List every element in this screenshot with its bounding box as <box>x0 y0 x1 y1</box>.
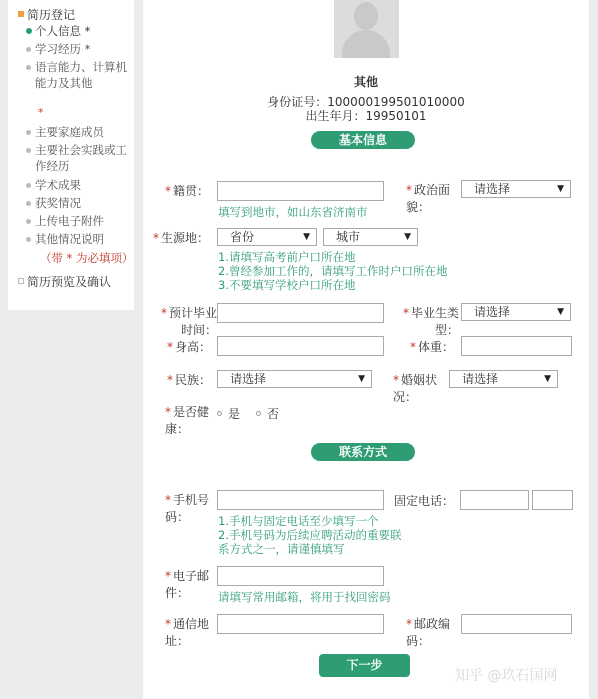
profile-id-number: 身份证号：100000199501010000 <box>267 95 465 109</box>
grad-time-label: * 预计毕业时间： <box>160 306 217 337</box>
mobile-input[interactable] <box>217 490 384 510</box>
healthy-label: * 是否健康： <box>165 405 210 436</box>
email-hint: 请填写常用邮箱，将用于找回密码 <box>218 590 391 604</box>
watermark-text: 知乎 @玖石国网 <box>455 668 558 684</box>
weight-label: * 体重： <box>410 340 455 354</box>
profile-name: 其他 <box>353 75 378 89</box>
sidebar-item-academic[interactable]: 学术成果 <box>26 177 136 193</box>
origin-hint-1: 1.请填写高考前户口所在地 <box>218 250 356 264</box>
sidebar-item-personal-info[interactable]: 个人信息 * <box>26 23 136 39</box>
political-select[interactable]: 请选择 ▼ <box>461 180 571 198</box>
sidebar-item-family[interactable]: 主要家庭成员 <box>26 124 136 140</box>
email-label: * 电子邮件： <box>165 569 210 600</box>
origin-label: * 生源地： <box>153 231 210 245</box>
grad-type-label: * 毕业生类型： <box>402 306 459 337</box>
origin-province-select[interactable]: 省份 ▼ <box>217 228 317 246</box>
bullet-dot-icon <box>26 183 31 188</box>
mobile-hint-1: 1.手机与固定电话至少填写一个 <box>218 514 379 528</box>
sidebar-item-social-practice[interactable]: 主要社会实践或工作经历 <box>26 142 138 174</box>
required-note: （带 * 为必填项） <box>40 251 134 265</box>
address-label: * 通信地址： <box>165 617 210 648</box>
bullet-dot-icon <box>26 148 31 153</box>
marital-select[interactable]: 请选择 ▼ <box>449 370 558 388</box>
sidebar-section-register[interactable]: 简历登记 <box>18 6 75 23</box>
sidebar-section-preview[interactable]: 简历预览及确认 <box>18 273 111 290</box>
bullet-dot-icon <box>26 237 31 242</box>
sidebar-item-education[interactable]: 学习经历 * <box>26 41 136 57</box>
phone-label: 固定电话： <box>394 494 455 508</box>
mobile-hint-2: 2.手机号码为后续应聘活动的重要联系方式之一，请谨慎填写 <box>218 528 402 556</box>
ethnic-select[interactable]: 请选择 ▼ <box>217 370 372 388</box>
ethnic-label: * 民族： <box>167 373 212 387</box>
healthy-no-radio[interactable]: 否 <box>256 405 279 422</box>
native-place-label: * 籍贯： <box>165 184 210 198</box>
chevron-down-icon: ▼ <box>557 307 564 317</box>
height-input[interactable] <box>217 336 384 356</box>
radio-circle-icon <box>217 411 222 416</box>
avatar-body-shape <box>342 30 390 58</box>
weight-input[interactable] <box>461 336 572 356</box>
next-step-button[interactable]: 下一步 <box>319 654 410 677</box>
phone-number-input[interactable] <box>532 490 573 510</box>
bullet-dot-icon <box>26 201 31 206</box>
grad-type-select[interactable]: 请选择 ▼ <box>461 303 571 321</box>
bullet-dot-icon <box>26 65 31 70</box>
email-input[interactable] <box>217 566 384 586</box>
radio-circle-icon <box>256 411 261 416</box>
origin-hint-2: 2.曾经参加工作的，请填写工作时户口所在地 <box>218 264 448 278</box>
grad-time-input[interactable] <box>217 303 384 323</box>
sidebar-item-attachments[interactable]: 上传电子附件 <box>26 213 136 229</box>
avatar-head-shape <box>354 2 378 30</box>
healthy-yes-radio[interactable]: 是 <box>217 405 240 422</box>
section-basic-info: 基本信息 <box>311 131 415 149</box>
postcode-label: * 邮政编码： <box>406 617 451 648</box>
postcode-input[interactable] <box>461 614 572 634</box>
origin-city-select[interactable]: 城市 ▼ <box>323 228 418 246</box>
avatar-placeholder <box>334 0 399 58</box>
marital-label: * 婚姻状况： <box>393 373 438 404</box>
chevron-down-icon: ▼ <box>303 232 310 242</box>
square-bullet-icon <box>18 11 24 17</box>
chevron-down-icon: ▼ <box>358 374 365 384</box>
native-place-hint: 填写到地市，如山东省济南市 <box>218 205 368 219</box>
check-dot-icon <box>26 28 32 34</box>
profile-birth-date: 出生年月：19950101 <box>305 109 427 123</box>
bullet-dot-icon <box>26 219 31 224</box>
section-contact-info: 联系方式 <box>311 443 415 461</box>
bullet-dot-icon <box>26 47 31 52</box>
origin-hint-3: 3.不要填写学校户口所在地 <box>218 278 356 292</box>
main-form-panel <box>143 0 589 699</box>
chevron-down-icon: ▼ <box>404 232 411 242</box>
sidebar-item-awards[interactable]: 获奖情况 <box>26 195 136 211</box>
native-place-input[interactable] <box>217 181 384 201</box>
sidebar-item-other[interactable]: 其他情况说明 <box>26 231 136 247</box>
political-label: * 政治面貌： <box>406 183 451 214</box>
chevron-down-icon: ▼ <box>544 374 551 384</box>
sidebar-nav <box>8 0 134 310</box>
height-label: * 身高： <box>167 340 212 354</box>
phone-area-input[interactable] <box>460 490 529 510</box>
square-bullet-icon <box>18 278 24 284</box>
required-star: * <box>38 106 44 119</box>
chevron-down-icon: ▼ <box>557 184 564 194</box>
mobile-label: * 手机号码： <box>165 493 210 524</box>
bullet-dot-icon <box>26 130 31 135</box>
sidebar-item-language-computer[interactable]: 语言能力、计算机能力及其他 <box>26 59 138 91</box>
address-input[interactable] <box>217 614 384 634</box>
